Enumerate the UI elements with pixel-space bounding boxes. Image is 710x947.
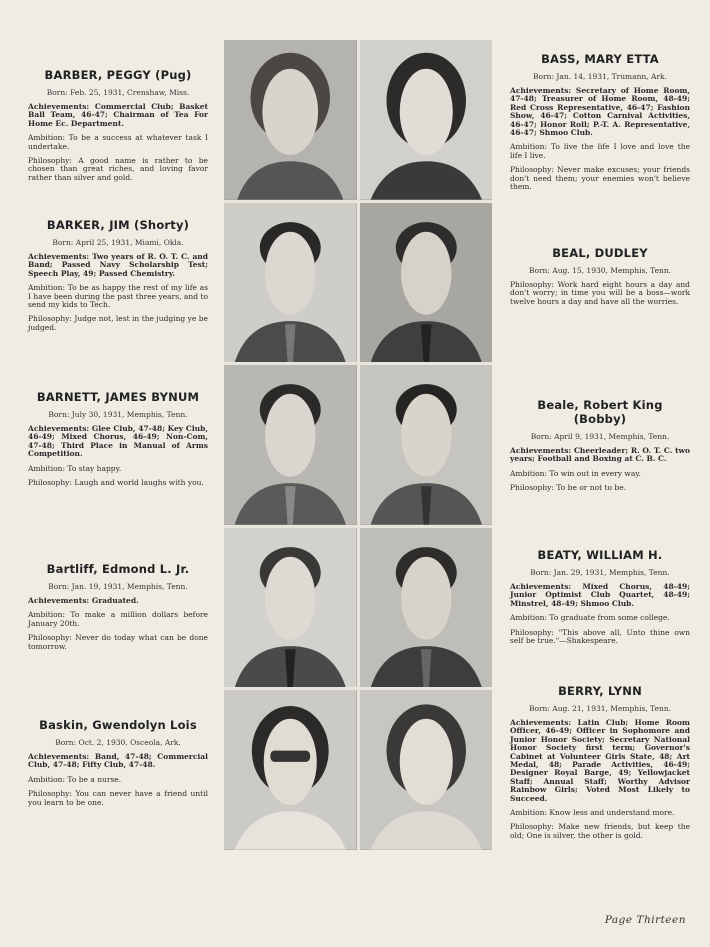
student-entry-beal	[510, 246, 690, 312]
student-name: BASS, MARY ETTA	[541, 52, 659, 66]
student-entry-beaty	[510, 548, 690, 651]
achievements: Achievements: Glee Club, 47-48; Key Club, 46-49; Mixed Chorus, 46-49; Non-Com, 47-48; Third Place in Manual of Arms Competition.	[28, 424, 208, 459]
student-name: BARBER, PEGGY (Pug)	[44, 68, 192, 82]
philosophy: Philosophy: Judge not, lest in the judging ye be judged.	[28, 314, 208, 332]
student-name: BEAL, DUDLEY	[552, 246, 648, 260]
achievements: Achievements: Graduated.	[28, 596, 139, 605]
student-name: Beale, Robert King (Bobby)	[537, 398, 663, 426]
ambition: Ambition: To win out in every way.	[510, 468, 641, 478]
philosophy: Philosophy: Work hard eight hours a day and don't worry; in time you will be a boss—work twelve hours a day and have all the worries.	[510, 280, 690, 306]
portrait-barker	[224, 203, 357, 363]
ambition: Ambition: To live the life I love and love the life I live.	[510, 142, 690, 160]
portrait-baskin	[224, 690, 357, 850]
portrait-bass	[360, 40, 493, 200]
birth-info: Born: July 30, 1931, Memphis, Tenn.	[48, 410, 188, 419]
achievements: Achievements: Cheerleader; R. O. T. C. two years; Football and Boxing at C. B. C.	[510, 446, 690, 464]
ambition: Ambition: To be a success at whatever task I undertake.	[28, 133, 208, 151]
achievements: Achievements: Secretary of Home Room, 47-48; Treasurer of Home Room, 48-49; Red Cross Representative, 46-47; Fashion Show, 46-47; Cotton Carnival Activities, 46-47; Honor Roll; P.-T. A. Representative, 46-47; Shmoo Club.	[510, 86, 690, 137]
student-name: BEATY, WILLIAM H.	[537, 548, 663, 562]
student-name: Bartliff, Edmond L. Jr.	[46, 562, 190, 576]
portrait-beale	[360, 365, 493, 525]
ambition: Ambition: To graduate from some college.	[510, 613, 670, 623]
student-entry-barnett	[28, 390, 208, 493]
philosophy: Philosophy: To be or not to be.	[510, 483, 627, 493]
student-entry-beale	[510, 398, 690, 499]
birth-info: Born: Aug. 15, 1930, Memphis, Tenn.	[528, 266, 672, 275]
portrait-barber	[224, 40, 357, 200]
student-entry-barker	[28, 218, 208, 338]
philosophy: Philosophy: "This above all, Unto thine own self be true."—Shakespeare.	[510, 627, 690, 645]
page-number: Page Thirteen	[604, 914, 686, 926]
student-entry-barber	[28, 68, 208, 188]
ambition: Ambition: To stay happy.	[28, 463, 122, 473]
portrait-barnett	[224, 365, 357, 525]
portrait-berry	[360, 690, 493, 850]
student-entry-bass	[510, 52, 690, 197]
birth-info: Born: Jan. 14, 1931, Trumann, Ark.	[533, 72, 667, 81]
student-name: BARNETT, JAMES BYNUM	[36, 390, 200, 404]
philosophy: Philosophy: Make new friends, but keep the old; One is silver, the other is gold.	[510, 822, 690, 840]
portrait-beal	[360, 203, 493, 363]
philosophy: Philosophy: Never make excuses; your friends don't need them; your enemies won't believe them.	[510, 165, 690, 191]
portrait-grid	[224, 40, 492, 850]
ambition: Ambition: To be as happy the rest of my life as I have been during the past three years, and to send my kids to Tech.	[28, 283, 208, 309]
student-entry-berry	[510, 684, 690, 846]
student-name: BERRY, LYNN	[558, 684, 642, 698]
achievements: Achievements: Two years of R. O. T. C. and Band; Passed Navy Scholarship Test; Speech Play, 49; Passed Chemistry.	[28, 252, 208, 278]
achievements: Achievements: Latin Club; Home Room Officer, 46-49; Officer in Sophomore and Junior Honor Society; Secretary National Honor Society first term; Governor's Cabinet at Volunteer Girls State, 48; Art Medal, 48; Parade Activities, 46-49; Designer Royal Barge, 49; Yellowjacket Staff; Annual Staff; Worthy Advisor Rainbow Girls; Voted Most Likely to Succeed.	[510, 718, 690, 803]
birth-info: Born: Jan. 19, 1931, Memphis, Tenn.	[48, 582, 188, 591]
student-name: Baskin, Gwendolyn Lois	[39, 718, 197, 732]
achievements: Achievements: Commercial Club; Basket Ball Team, 46-47; Chairman of Tea For Home Ec. Department.	[28, 102, 208, 128]
birth-info: Born: April 25, 1931, Miami, Okla.	[52, 238, 184, 247]
birth-info: Born: April 9, 1931, Memphis, Tenn.	[530, 432, 670, 441]
achievements: Achievements: Band, 47-48; Commercial Club, 47-48; Fifty Club, 47-48.	[28, 752, 208, 770]
student-entry-baskin	[28, 718, 208, 813]
portrait-beaty	[360, 528, 493, 688]
ambition: Ambition: To make a million dollars before January 20th.	[28, 610, 208, 628]
philosophy: Philosophy: Laugh and world laughs with you.	[28, 477, 204, 487]
ambition: Ambition: To be a nurse.	[28, 774, 122, 784]
philosophy: Philosophy: You can never have a friend until you learn to be one.	[28, 789, 208, 807]
philosophy: Philosophy: Never do today what can be done tomorrow.	[28, 633, 208, 651]
birth-info: Born: Jan. 29, 1931, Memphis, Tenn.	[530, 568, 670, 577]
student-entry-bartliff	[28, 562, 208, 657]
birth-info: Born: Feb. 25, 1931, Crenshaw, Miss.	[46, 88, 190, 97]
student-name: BARKER, JIM (Shorty)	[46, 218, 190, 232]
ambition: Ambition: Know less and understand more.	[510, 807, 675, 817]
birth-info: Born: Aug. 21, 1931, Memphis, Tenn.	[528, 704, 672, 713]
birth-info: Born: Oct. 2, 1930, Osceola, Ark.	[55, 738, 181, 747]
achievements: Achievements: Mixed Chorus, 48-49; Junior Optimist Club Quartet, 48-49; Minstrel, 48-49; Shmoo Club.	[510, 582, 690, 608]
philosophy: Philosophy: A good name is rather to be chosen than great riches, and loving favor rather than silver and gold.	[28, 155, 208, 182]
portrait-bartliff	[224, 528, 357, 688]
